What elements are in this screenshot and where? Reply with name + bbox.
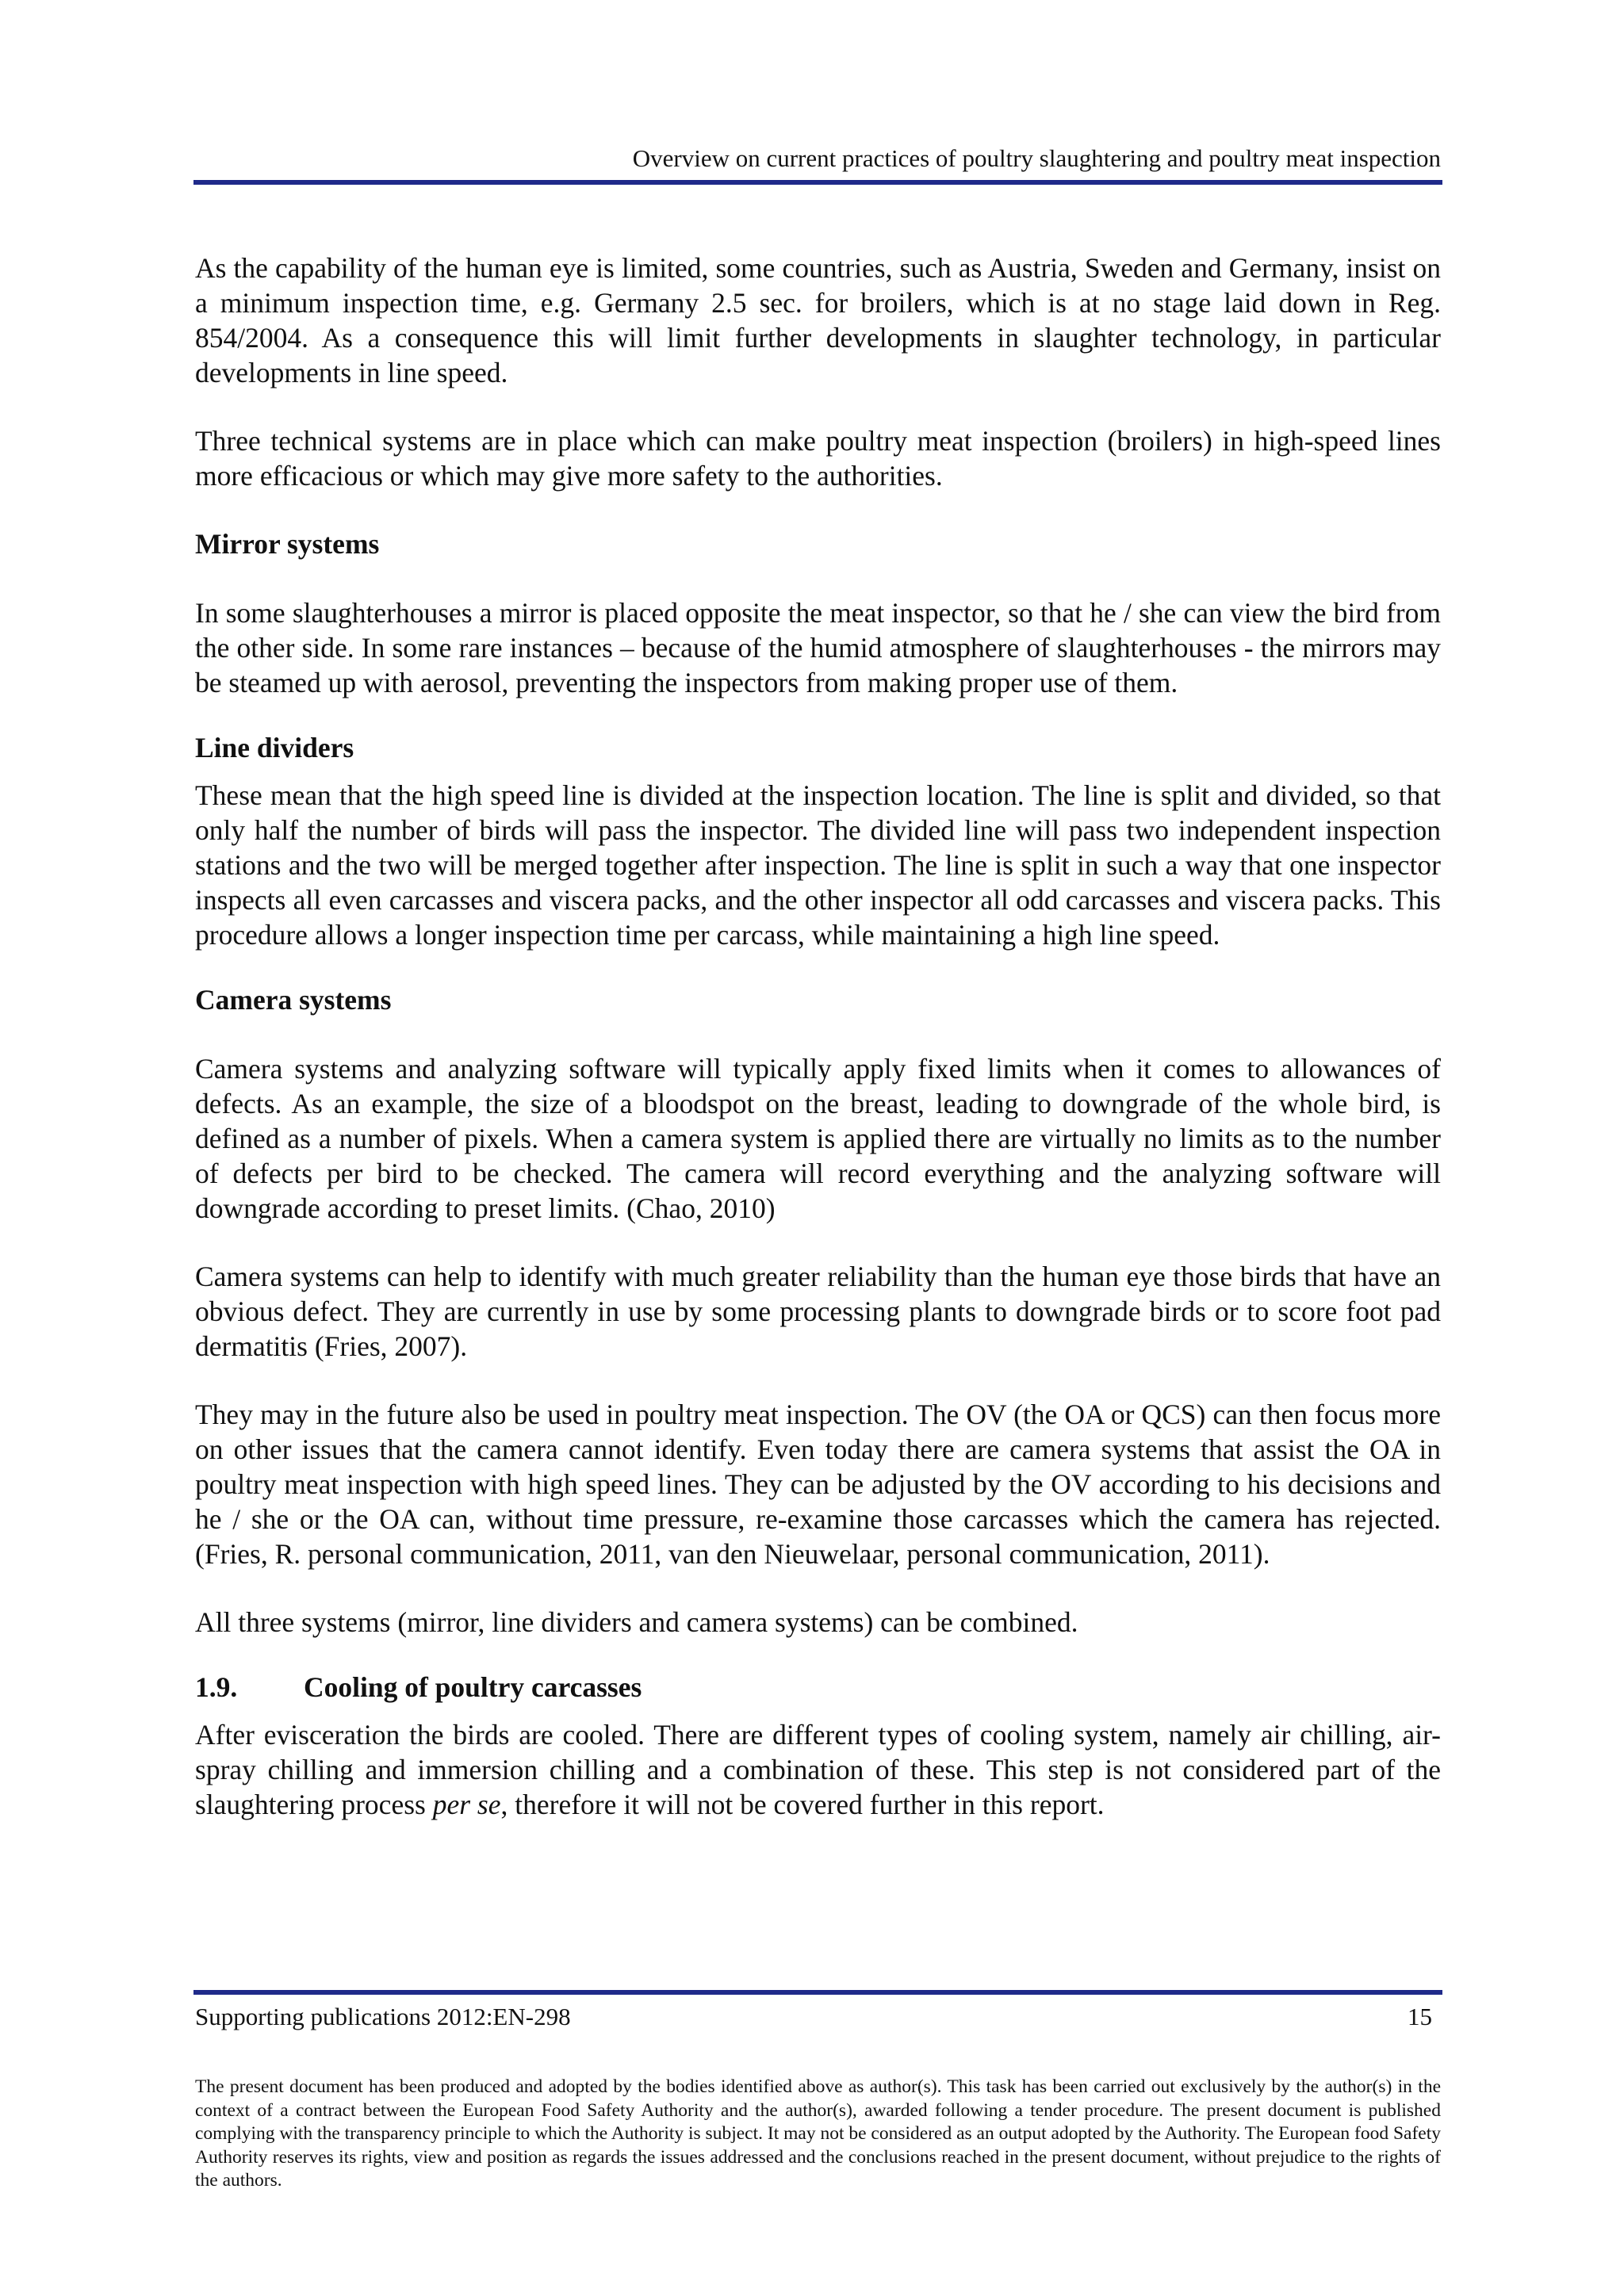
paragraph-mirror-systems: In some slaughterhouses a mirror is placed opposite the meat inspector, so that he / she can view the bird from the other side. In some rare instances – because of the humid atmosphere of slaughterhouses - the mirrors may be steamed up with aerosol, preventing the inspectors from making proper use of them. — [195, 597, 1441, 698]
disclaimer-text: The present document has been produced and adopted by the bodies identified above as author(s). This task has been carried out exclusively by the author(s) in the context of a contract between the European Food Safety Authority and the author(s), awarded following a tender procedure. The present document is published complying with the transparency principle to which the Authority is subject. It may not be considered as an output adopted by the Authority. The European food Safety Authority reserves its rights, view and position as regards the issues addressed and the conclusions reached in the present document, without prejudice to the rights of the authors. — [195, 2076, 1441, 2191]
footer-line — [195, 2001, 1432, 2033]
publication-reference: Supporting publications 2012:EN-298 — [195, 2003, 571, 2030]
footer-rule — [193, 1990, 1442, 1995]
cooling-text-start: After evisceration the birds are cooled. There are different types of cooling system, namely air chilling, air-spray chilling and immersion chilling and a combination of these. This step is not considered part of the slaughtering process — [195, 1719, 1441, 1820]
running-header: Overview on current practices of poultry slaughtering and poultry meat inspection — [632, 144, 1441, 172]
paragraph-camera-limits: Camera systems and analyzing software will typically apply fixed limits when it comes to allowances of defects. As an example, the size of a bloodspot on the breast, leading to downgrade of the whole bird, is defined as a number of pixels. When a camera system is applied there are virtually no limits as to the number of defects per bird to be checked. The camera will record everything and the analyzing software will downgrade according to preset limits. (Chao, 2010) — [195, 1053, 1441, 1224]
heading-line-dividers: Line dividers — [195, 732, 354, 763]
heading-camera-systems: Camera systems — [195, 984, 392, 1016]
paragraph-inspection-time: As the capability of the human eye is limited, some countries, such as Austria, Sweden and Germany, insist on a minimum inspection time, e.g. Germany 2.5 sec. for broilers, which is at no stage laid down in Reg. 854/2004. As a consequence this will limit further developments in slaughter technology, in particular developments in line speed. — [195, 252, 1441, 388]
paragraph-systems-combined: All three systems (mirror, line dividers and camera systems) can be combined. — [195, 1606, 1078, 1638]
heading-mirror-systems: Mirror systems — [195, 528, 380, 560]
body-text — [195, 251, 1441, 1855]
paragraph-line-dividers: These mean that the high speed line is divided at the inspection location. The line is split and divided, so that only half the number of birds will pass the inspector. The divided line will pass two independent inspection stations and the two will be merged together after inspection. The line is split in such a way that one inspector inspects all even carcasses and viscera packs, and the other inspector all odd carcasses and viscera packs. This procedure allows a longer inspection time per carcass, while maintaining a high line speed. — [195, 779, 1441, 951]
section-title: Cooling of poultry carcasses — [304, 1671, 642, 1703]
paragraph-technical-systems: Three technical systems are in place which can make poultry meat inspection (broilers) in high-speed lines more efficacious or which may give more safety to the authorities. — [195, 425, 1441, 492]
cooling-text-end: , therefore it will not be covered further in this report. — [500, 1789, 1105, 1820]
page-number: 15 — [1408, 2003, 1432, 2030]
paragraph-cooling — [195, 1717, 1441, 1822]
section-number: 1.9. — [195, 1671, 238, 1703]
cooling-text-italic: per se — [432, 1789, 501, 1820]
paragraph-camera-future: They may in the future also be used in poultry meat inspection. The OV (the OA or QCS) can then focus more on other issues that the camera cannot identify. Even today there are camera systems that assist the OA in poultry meat inspection with high speed lines. They can be adjusted by the OV according to his decisions and he / she or the OA can, without time pressure, re-examine those carcasses which the camera has rejected. (Fries, R. personal communication, 2011, van den Nieuwelaar, personal communication, 2011). — [195, 1399, 1441, 1570]
section-heading-cooling — [195, 1670, 1441, 1705]
paragraph-camera-reliability: Camera systems can help to identify with much greater reliability than the human eye those birds that have an obvious defect. They are currently in use by some processing plants to downgrade birds or to score foot pad dermatitis (Fries, 2007). — [195, 1261, 1441, 1362]
header-rule — [193, 180, 1442, 185]
